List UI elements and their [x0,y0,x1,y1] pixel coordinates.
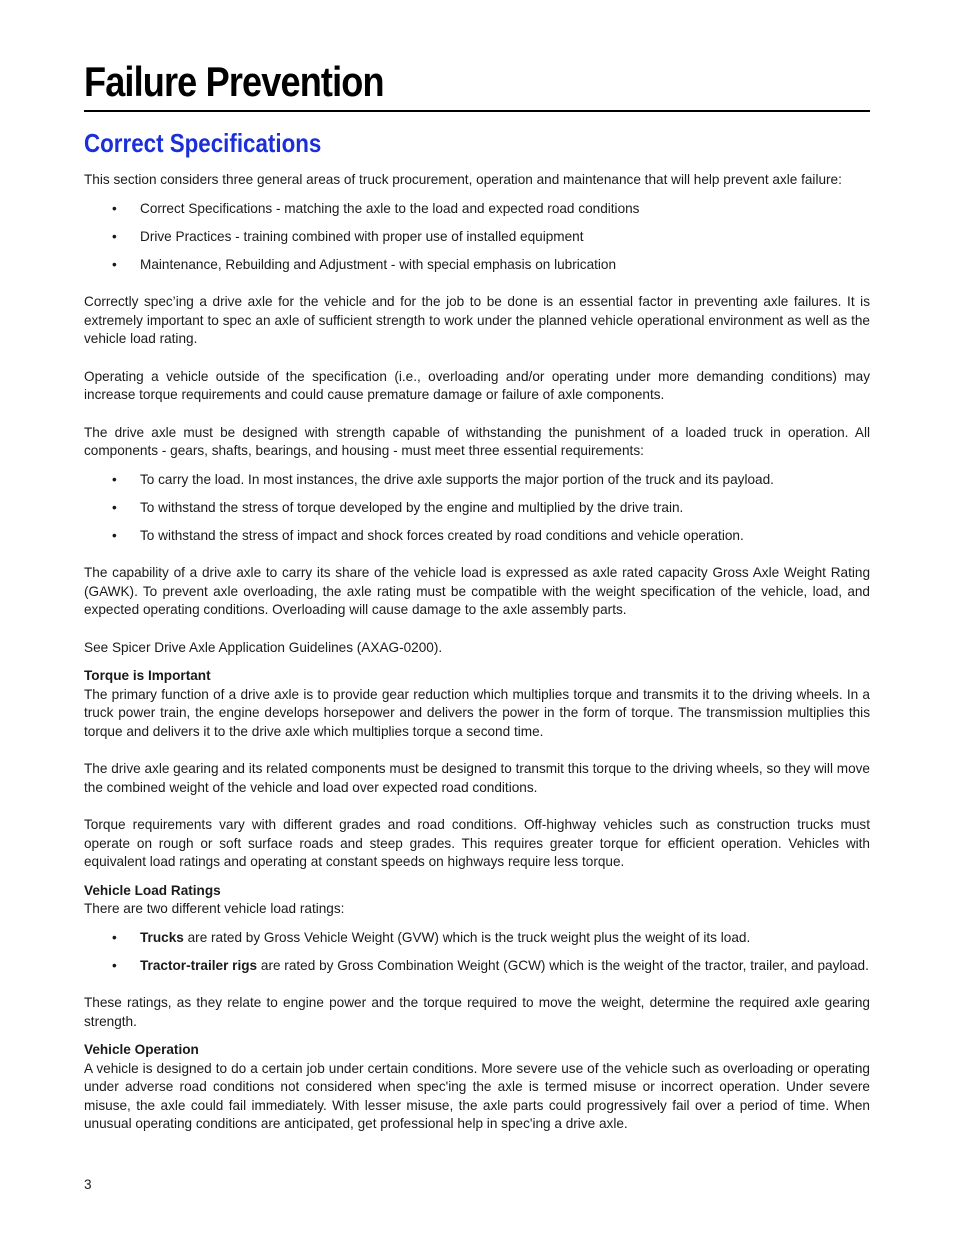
paragraph: Torque requirements vary with different grades and road conditions. Off-highway vehicles such as construction trucks must operate on rough or soft surface roads and steep grades. This requires greater torque for efficient operation. Vehicles with equivalent load ratings and operating at constant speeds on highways require less torque. [84,817,870,869]
bullet-icon: • [112,957,117,973]
subheading-load-ratings: Vehicle Load Ratings [84,882,221,898]
list-item: • Tractor-trailer rigs are rated by Gross Combination Weight (GCW) which is the weight of the tractor, trailer, and payload. [84,957,870,976]
page-title: Failure Prevention [84,58,384,105]
paragraph: See Spicer Drive Axle Application Guidelines (AXAG-0200). [84,639,443,655]
bullet-icon: • [112,256,117,272]
page-number: 3 [84,1177,92,1192]
body-text [84,171,870,1153]
list-term: Tractor-trailer rigs [140,957,258,973]
list-term: Trucks [140,929,184,945]
list-item: • To withstand the stress of impact and shock forces created by road conditions and vehicle operation. [84,527,870,546]
paragraph: The primary function of a drive axle is to provide gear reduction which multiplies torque and transmits it to the driving wheels. In a truck power train, the engine develops horsepower and delivers the power in the form of torque. The transmission multiplies this torque and delivers it to the drive axle which multiplies torque a second time. [84,686,870,739]
list-item: • To carry the load. In most instances, the drive axle supports the major portion of the truck and its payload. [84,471,870,490]
bullet-icon: • [112,200,117,216]
list-item: • Correct Specifications - matching the axle to the load and expected road conditions [84,200,870,219]
bullet-icon: • [112,471,117,487]
list-item: • Trucks are rated by Gross Vehicle Weight (GVW) which is the truck weight plus the weight of its load. [84,929,870,948]
requirements-list [84,471,870,546]
paragraph: The drive axle gearing and its related components must be designed to transmit this torque to the driving wheels, so they will move the combined weight of the vehicle and load over expected road conditions. [84,761,870,795]
bullet-icon: • [112,228,117,244]
list-item: • Maintenance, Rebuilding and Adjustment - with special emphasis on lubrication [84,256,870,275]
paragraph: A vehicle is designed to do a certain job under certain conditions. More severe use of the vehicle such as overloading or operating under adverse road conditions not considered when spec'ing the axle is termed misuse or incorrect operation. Under severe misuse, the axle could fail immediately. With lesser misuse, the axle parts could progressively fail over a period of time. When unusual operating conditions are anticipated, get professional help in spec'ing a drive axle. [84,1060,870,1131]
intro-paragraph: This section considers three general areas of truck procurement, operation and maintenance that will help prevent axle failure: [84,172,842,187]
paragraph: The drive axle must be designed with strength capable of withstanding the punishment of a loaded truck in operation. All components - gears, shafts, bearings, and housing - must meet three essential requirements: [84,424,870,458]
title-rule [84,110,870,112]
paragraph: There are two different vehicle load ratings: [84,901,345,916]
subheading-torque: Torque is Important [84,668,211,683]
areas-list [84,200,870,275]
load-ratings-list [84,929,870,976]
list-item: • Drive Practices - training combined with proper use of installed equipment [84,228,870,247]
bullet-icon: • [112,929,117,945]
subheading-operation: Vehicle Operation [84,1042,199,1057]
list-item: • To withstand the stress of torque developed by the engine and multiplied by the drive train. [84,499,870,518]
bullet-icon: • [112,527,117,543]
paragraph: Correctly spec’ing a drive axle for the vehicle and for the job to be done is an essential factor in preventing axle failures. It is extremely important to spec an axle of sufficient strength to work under the planned vehicle operational environment as well as the vehicle load rating. [84,294,870,346]
bullet-icon: • [112,499,117,515]
paragraph: Operating a vehicle outside of the specification (i.e., overloading and/or operating under more demanding conditions) may increase torque requirements and could cause premature damage or failure of axle components. [84,368,870,402]
paragraph: These ratings, as they relate to engine power and the torque required to move the weight, determine the required axle gearing strength. [84,995,870,1029]
paragraph: The capability of a drive axle to carry its share of the vehicle load is expressed as axle rated capacity Gross Axle Weight Rating (GAWK). To prevent axle overloading, the axle rating must be compatible with the weight specification of the vehicle, load, and expected operating conditions. Overloading will cause damage to the axle assembly parts. [84,565,870,617]
section-heading: Correct Specifications [84,128,322,158]
